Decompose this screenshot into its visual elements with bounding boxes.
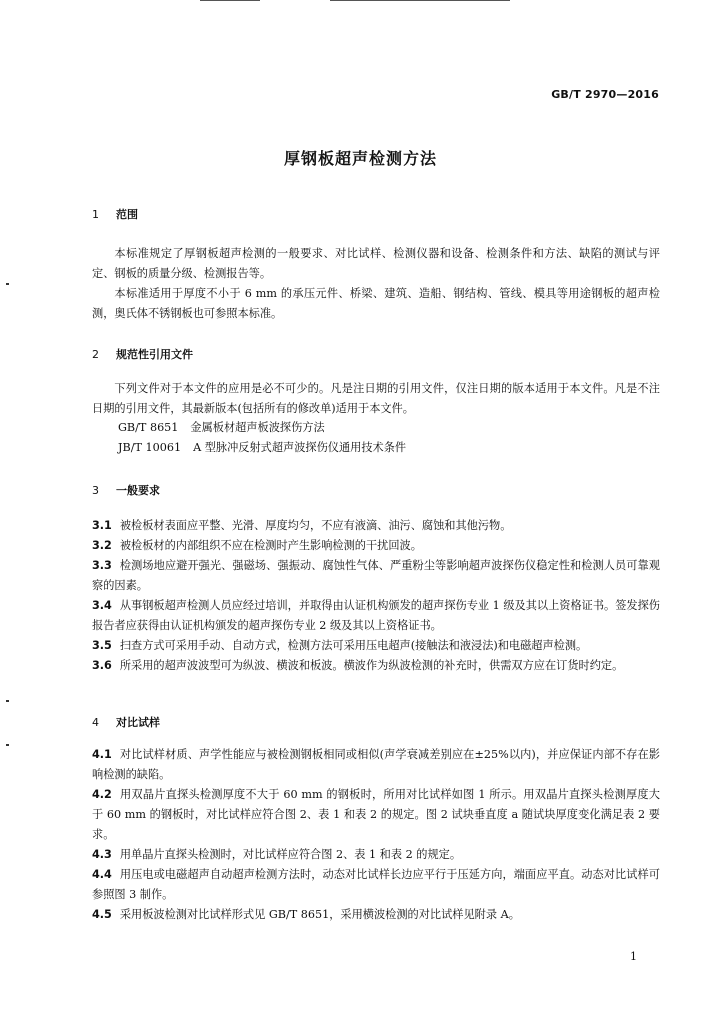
clause-text: 扫查方式可采用手动、自动方式，检测方法可采用压电超声(接触法和液浸法)和电磁超声检测。 <box>119 639 588 652</box>
scan-margin-mark <box>6 744 9 746</box>
scan-artifact-line <box>330 0 510 1</box>
clause-text: 用单晶片直探头检测时，对比试样应符合图 2、表 1 和表 2 的规定。 <box>119 848 462 861</box>
scan-margin-mark <box>6 283 9 285</box>
section-number: 3 <box>92 484 99 497</box>
clause <box>92 845 660 865</box>
section-title: 对比试样 <box>116 716 160 729</box>
clause <box>92 905 660 925</box>
section-heading-3 <box>92 482 160 498</box>
clause <box>92 865 660 905</box>
clause-text: 采用板波检测对比试样形式见 GB/T 8651，采用横波检测的对比试样见附录 A。 <box>119 908 520 921</box>
clause-number: 4.2 <box>92 788 112 801</box>
section-heading-2 <box>92 346 193 362</box>
clause-text: 用双晶片直探头检测厚度不大于 60 mm 的钢板时，所用对比试样如图 1 所示。用双晶片直探头检测厚度大于 60 mm 的钢板时，对比试样应符合图 2、表 1 和表 2 的规定。图 2 试块垂直度 a 随试块厚度变化满足表 2 要求。 <box>92 788 660 841</box>
reference-code: GB/T 8651 <box>118 421 179 434</box>
scan-margin-mark <box>6 700 9 702</box>
clause-number: 3.4 <box>92 599 112 612</box>
clause <box>92 536 660 556</box>
clause-text: 被检板材表面应平整、光滑、厚度均匀，不应有液滴、油污、腐蚀和其他污物。 <box>119 519 512 532</box>
paragraph: 本标准规定了厚钢板超声检测的一般要求、对比试样、检测仪器和设备、检测条件和方法、缺陷的测试与评定、钢板的质量分级、检测报告等。 <box>92 247 660 280</box>
section-heading-1 <box>92 206 138 222</box>
clause-number: 3.2 <box>92 539 112 552</box>
section-number: 4 <box>92 716 99 729</box>
clause-number: 4.5 <box>92 908 112 921</box>
clause-number: 3.1 <box>92 519 112 532</box>
clause-number: 4.3 <box>92 848 112 861</box>
clause-number: 4.4 <box>92 868 112 881</box>
clause-text: 用压电或电磁超声自动超声检测方法时，动态对比试样长边应平行于压延方向，端面应平直。动态对比试样可参照图 3 制作。 <box>92 868 660 901</box>
clause <box>92 785 660 845</box>
section-number: 1 <box>92 208 99 221</box>
clause-number: 3.6 <box>92 659 112 672</box>
clause-number: 3.3 <box>92 559 112 572</box>
standard-code: GB/T 2970—2016 <box>551 88 659 101</box>
clause <box>92 656 660 676</box>
document-title: 厚钢板超声检测方法 <box>283 149 437 168</box>
section-heading-4 <box>92 714 160 730</box>
clause-text: 从事钢板超声检测人员应经过培训，并取得由认证机构颁发的超声探伤专业 1 级及其以上资格证书。签发探伤报告者应获得由认证机构颁发的超声探伤专业 2 级及其以上资格证书。 <box>92 599 660 632</box>
normative-reference <box>118 418 325 438</box>
clause <box>92 596 660 636</box>
reference-title: A 型脉冲反射式超声波探伤仪通用技术条件 <box>193 441 407 454</box>
clause <box>92 636 660 656</box>
section-title: 规范性引用文件 <box>116 348 193 361</box>
section-title: 范围 <box>116 208 138 221</box>
reference-title: 金属板材超声板波探伤方法 <box>190 421 325 434</box>
section-number: 2 <box>92 348 99 361</box>
scan-artifact-line <box>200 0 260 1</box>
clause-text: 被检板材的内部组织不应在检测时产生影响检测的干扰回波。 <box>119 539 422 552</box>
reference-code: JB/T 10061 <box>118 441 182 454</box>
clause-number: 4.1 <box>92 748 112 761</box>
clause-text: 检测场地应避开强光、强磁场、强振动、腐蚀性气体、严重粉尘等影响超声波探伤仪稳定性和检测人员可靠观察的因素。 <box>92 559 660 592</box>
page-number: 1 <box>630 950 637 963</box>
paragraph: 本标准适用于厚度不小于 6 mm 的承压元件、桥梁、建筑、造船、钢结构、管线、模具等用途钢板的超声检测，奥氏体不锈钢板也可参照本标准。 <box>92 287 660 320</box>
clause <box>92 745 660 785</box>
clause-number: 3.5 <box>92 639 112 652</box>
paragraph: 下列文件对于本文件的应用是必不可少的。凡是注日期的引用文件，仅注日期的版本适用于本文件。凡是不注日期的引用文件，其最新版本(包括所有的修改单)适用于本文件。 <box>92 382 660 415</box>
section-title: 一般要求 <box>116 484 160 497</box>
clause <box>92 556 660 596</box>
clause <box>92 516 660 536</box>
normative-reference <box>118 438 406 458</box>
clause-text: 对比试样材质、声学性能应与被检测钢板相同或相似(声学衰减差别应在±25%以内)，并应保证内部不存在影响检测的缺陷。 <box>92 748 660 781</box>
clause-text: 所采用的超声波波型可为纵波、横波和板波。横波作为纵波检测的补充时，供需双方应在订货时约定。 <box>119 659 624 672</box>
